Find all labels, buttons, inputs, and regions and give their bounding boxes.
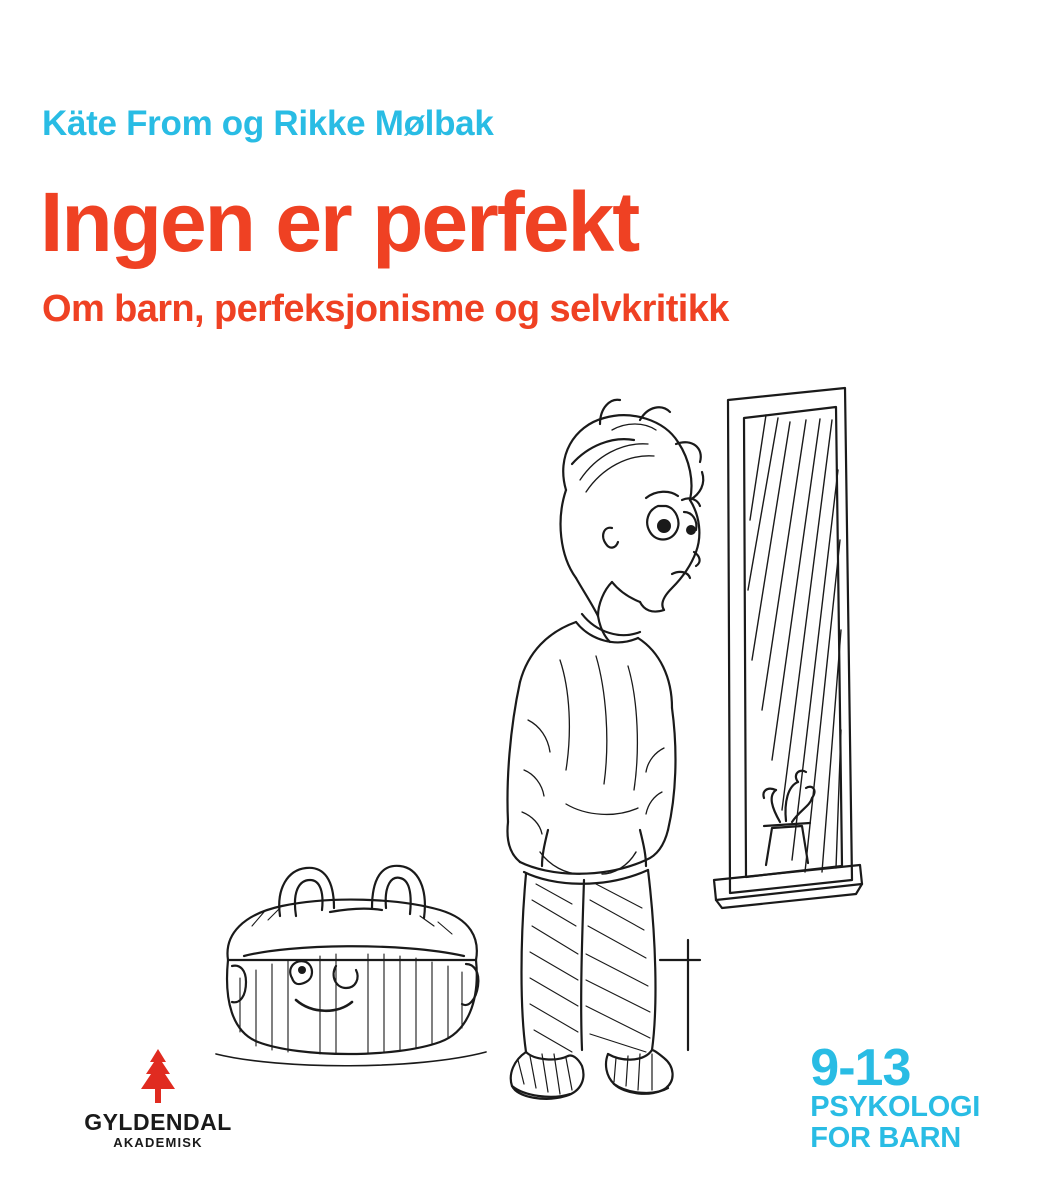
series-line-1: PSYKOLOGI (810, 1091, 980, 1123)
potted-plant (764, 771, 815, 865)
duffel-bag (216, 866, 486, 1066)
author-names: Käte From og Rikke Mølbak (42, 104, 494, 143)
series-badge (810, 1039, 980, 1154)
series-line-2: FOR BARN (810, 1122, 961, 1154)
spruce-tree-icon (135, 1048, 181, 1104)
mirror (714, 388, 862, 908)
publisher-logo (68, 1048, 248, 1152)
boy-figure (508, 400, 704, 1099)
publisher-name: GYLDENDAL (84, 1109, 232, 1135)
age-range: 9-13 (810, 1039, 911, 1097)
publisher-imprint: AKADEMISK (113, 1135, 203, 1150)
illustration-svg (0, 360, 1042, 1120)
book-title: Ingen er perfekt (40, 175, 639, 269)
cover-illustration (0, 360, 1042, 1120)
book-subtitle: Om barn, perfeksjonisme og selvkritikk (42, 288, 729, 330)
